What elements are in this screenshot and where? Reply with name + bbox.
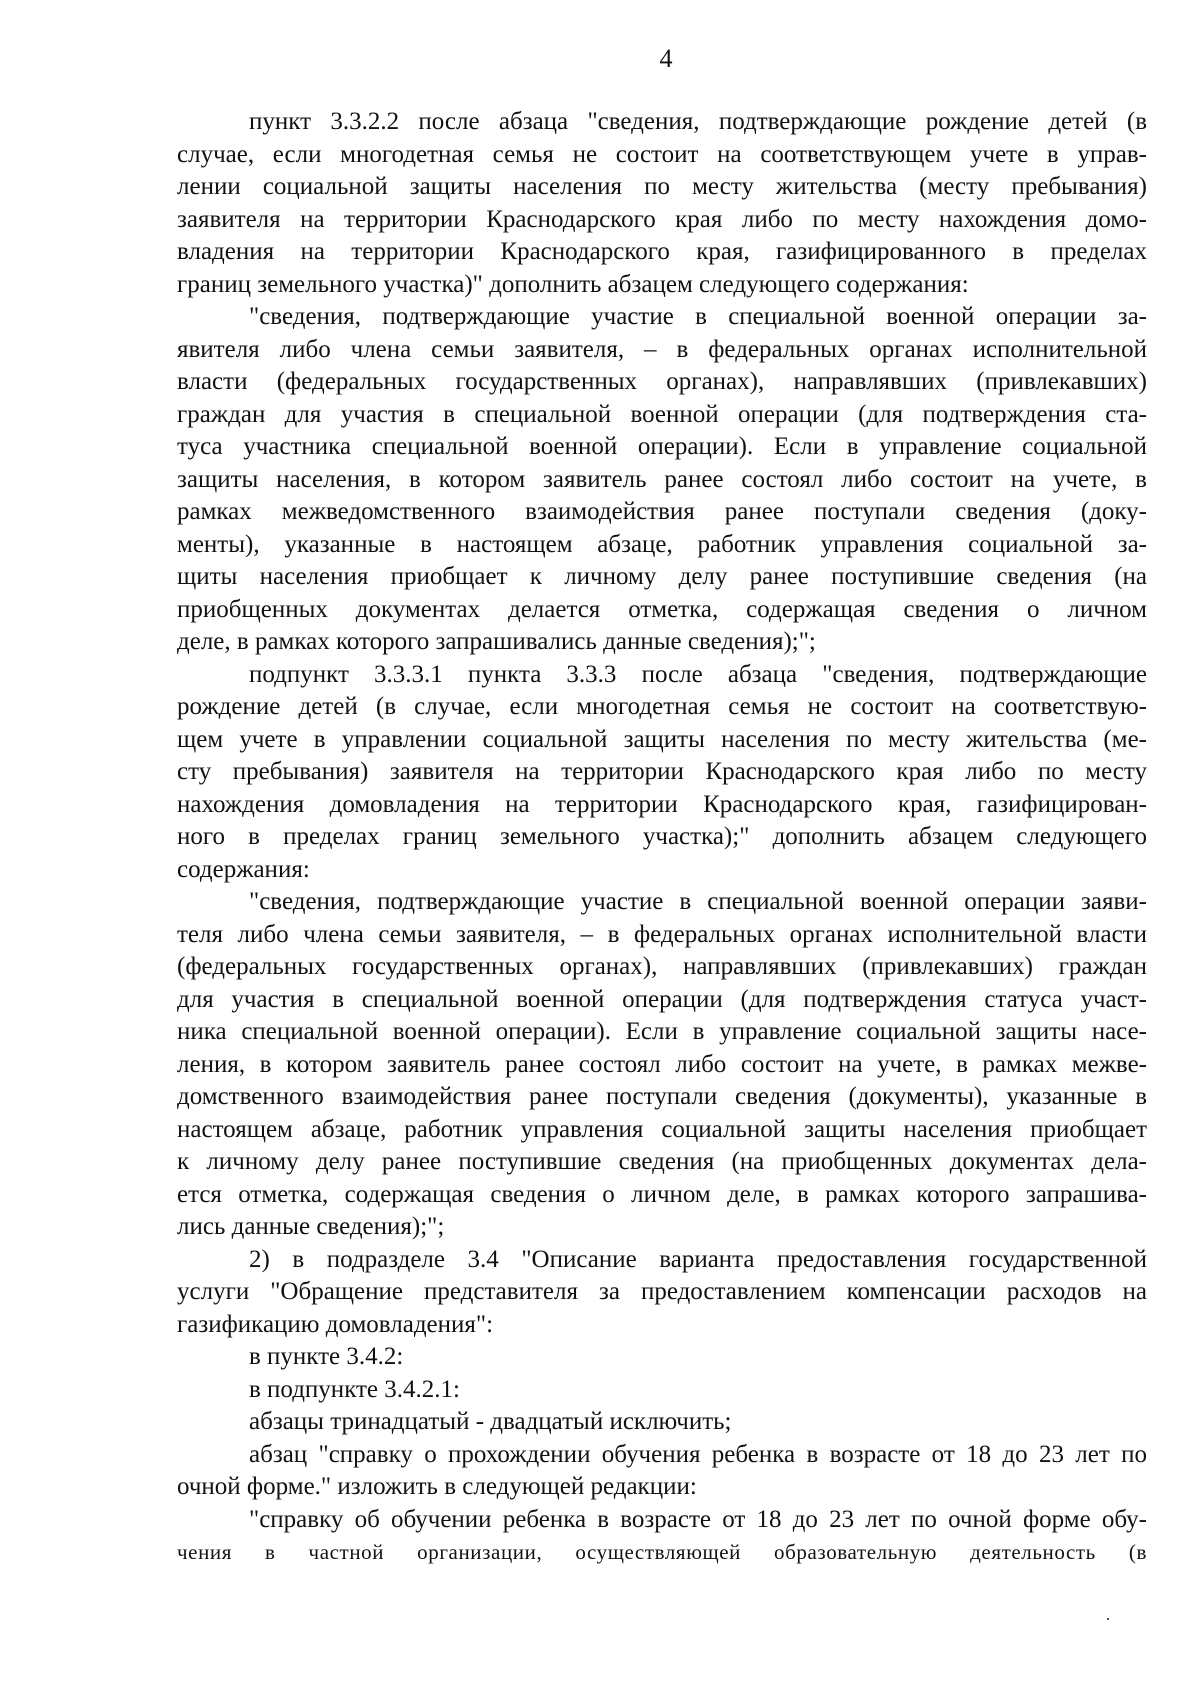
- text-line: щем учете в управлении социальной защиты населения по месту жительства (ме-: [177, 725, 1147, 753]
- text-line: случае, если многодетная семья не состоит на соответствующем учете в управ-: [177, 140, 1147, 168]
- text-line: ления, в котором заявитель ранее состоял либо состоит на учете, в рамках межве-: [177, 1050, 1147, 1078]
- text-line: абзацы тринадцатый - двадцатый исключить;: [249, 1408, 732, 1435]
- text-line: чения в частной организации, осуществляющей образовательную деятельность (в: [177, 1540, 1147, 1564]
- text-line: туса участника специальной военной операции). Если в управление социальной: [177, 433, 1147, 460]
- text-line: ется отметка, содержащая сведения о личном деле, в рамках которого запрашива-: [177, 1180, 1147, 1208]
- text-line: очной форме." изложить в следующей редакции:: [177, 1473, 697, 1500]
- text-line: деле, в рамках которого запрашивались данные сведения);";: [177, 628, 816, 655]
- text-line: абзац "справку о прохождении обучения ребенка в возрасте от 18 до 23 лет по: [249, 1440, 1147, 1468]
- text-line: лись данные сведения);";: [177, 1213, 445, 1240]
- text-line: ника специальной военной операции). Если в управление социальной защиты насе-: [177, 1018, 1147, 1045]
- text-line: ного в пределах границ земельного участка);" дополнить абзацем следующего: [177, 823, 1147, 850]
- text-line: 2) в подразделе 3.4 "Описание варианта предоставления государственной: [249, 1245, 1147, 1273]
- text-line: подпункт 3.3.3.1 пункта 3.3.3 после абзаца "сведения, подтверждающие: [249, 660, 1147, 688]
- text-line: нахождения домовладения на территории Краснодарского края, газифицирован-: [177, 790, 1147, 818]
- text-line: менты), указанные в настоящем абзаце, работник управления социальной за-: [177, 530, 1147, 558]
- text-line: услуги "Обращение представителя за предоставлением компенсации расходов на: [177, 1278, 1147, 1305]
- text-line: теля либо члена семьи заявителя, – в федеральных органах исполнительной власти: [177, 920, 1147, 948]
- document-body: [177, 106, 1147, 1569]
- text-line: приобщенных документах делается отметка, содержащая сведения о личном: [177, 595, 1147, 623]
- text-line: границ земельного участка)" дополнить абзацем следующего содержания:: [177, 270, 969, 298]
- text-line: заявителя на территории Краснодарского края либо по месту нахождения домо-: [177, 205, 1147, 233]
- text-line: владения на территории Краснодарского края, газифицированного в пределах: [177, 238, 1147, 265]
- text-line: "справку об обучении ребенка в возрасте от 18 до 23 лет по очной форме обу-: [249, 1505, 1147, 1533]
- page-number: 4: [659, 44, 673, 73]
- text-line: содержания:: [177, 855, 310, 883]
- text-line: лении социальной защиты населения по месту жительства (месту пребывания): [177, 173, 1147, 200]
- text-line: сту пребывания) заявителя на территории Краснодарского края либо по месту: [177, 758, 1147, 785]
- text-line: власти (федеральных государственных органах), направлявших (привлекавших): [177, 368, 1147, 395]
- text-line: в подпункте 3.4.2.1:: [249, 1375, 460, 1403]
- text-line: настоящем абзаце, работник управления социальной защиты населения приобщает: [177, 1115, 1147, 1143]
- text-line: рамках межведомственного взаимодействия ранее поступали сведения (доку-: [177, 498, 1147, 525]
- scan-speck: [1107, 1618, 1109, 1620]
- text-line: пункт 3.3.2.2 после абзаца "сведения, подтверждающие рождение детей (в: [249, 108, 1147, 135]
- text-line: для участия в специальной военной операции (для подтверждения статуса участ-: [177, 985, 1147, 1013]
- text-line: защиты населения, в котором заявитель ранее состоял либо состоит на учете, в: [177, 465, 1147, 493]
- text-line: рождение детей (в случае, если многодетная семья не состоит на соответствую-: [177, 693, 1147, 720]
- text-line: в пункте 3.4.2:: [249, 1343, 404, 1370]
- text-line: домственного взаимодействия ранее поступали сведения (документы), указанные в: [177, 1083, 1147, 1110]
- text-line: (федеральных государственных органах), направлявших (привлекавших) граждан: [177, 953, 1147, 980]
- text-line: газификацию домовладения":: [177, 1310, 494, 1338]
- text-line: граждан для участия в специальной военной операции (для подтверждения ста-: [177, 400, 1147, 428]
- text-line: щиты населения приобщает к личному делу ранее поступившие сведения (на: [177, 563, 1147, 590]
- text-line: "сведения, подтверждающие участие в специальной военной операции заяви-: [249, 888, 1147, 915]
- text-line: явителя либо члена семьи заявителя, – в федеральных органах исполнительной: [177, 335, 1147, 363]
- text-line: "сведения, подтверждающие участие в специальной военной операции за-: [249, 303, 1147, 330]
- text-line: к личному делу ранее поступившие сведения (на приобщенных документах дела-: [177, 1148, 1147, 1175]
